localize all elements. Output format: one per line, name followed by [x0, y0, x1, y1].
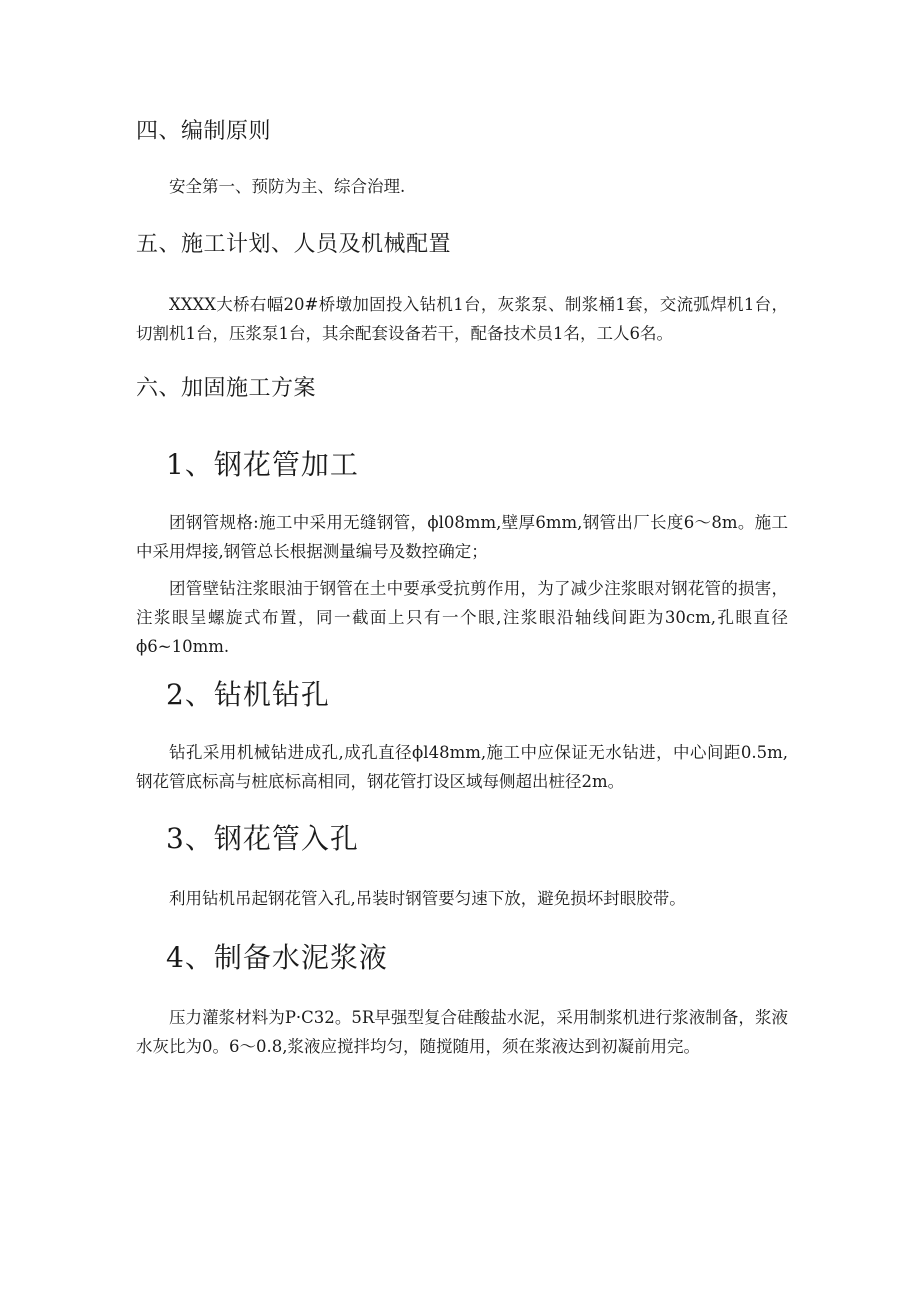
section-5-heading: 五、施工计划、人员及机械配置 [136, 232, 452, 257]
section-4-heading: 四、编制原则 [136, 119, 272, 144]
subsection-4-heading: 4、制备水泥浆液 [166, 941, 388, 974]
subsection-4-para-1: 压力灌浆材料为P·C32。5R早强型复合硅酸盐水泥，采用制浆机进行浆液制备，浆液水灰比为0。6～0.8,浆液应搅拌均匀，随搅随用，须在浆液达到初凝前用完。 [136, 1008, 788, 1056]
section-5-text: XXXX大桥右幅20#桥墩加固投入钻机1台，灰浆泵、制浆桶1套，交流弧焊机1台，切割机1台，压浆泵1台，其余配套设备若干，配备技术员1名，工人6名。 [136, 295, 788, 343]
subsection-3-heading: 3、钢花管入孔 [166, 822, 359, 855]
subsection-2-heading: 2、钻机钻孔 [166, 678, 330, 711]
subsection-1-heading: 1、钢花管加工 [166, 448, 359, 481]
subsection-1-para-1: 团钢管规格:施工中采用无缝钢管，ϕl08mm,壁厚6mm,钢管出厂长度6～8m。施工中采用焊接,钢管总长根据测量编号及数控确定； [136, 513, 788, 561]
subsection-3-para-1: 利用钻机吊起钢花管入孔,吊装时钢管要匀速下放，避免损坏封眼胶带。 [169, 889, 686, 908]
subsection-2-para-1: 钻孔采用机械钻进成孔,成孔直径ϕl48mm,施工中应保证无水钻进，中心间距0.5m,钢花管底标高与桩底标高相同，钢花管打设区域每侧超出桩径2m。 [136, 743, 788, 791]
section-4-text: 安全第一、预防为主、综合治理. [169, 177, 406, 196]
section-6-heading: 六、加固施工方案 [136, 376, 317, 401]
subsection-1-para-2: 团管壁钻注浆眼油于钢管在土中要承受抗剪作用，为了减少注浆眼对钢花管的损害，注浆眼呈螺旋式布置，同一截面上只有一个眼,注浆眼沿轴线间距为30cm,孔眼直径ϕ6~10mm. [136, 579, 788, 656]
